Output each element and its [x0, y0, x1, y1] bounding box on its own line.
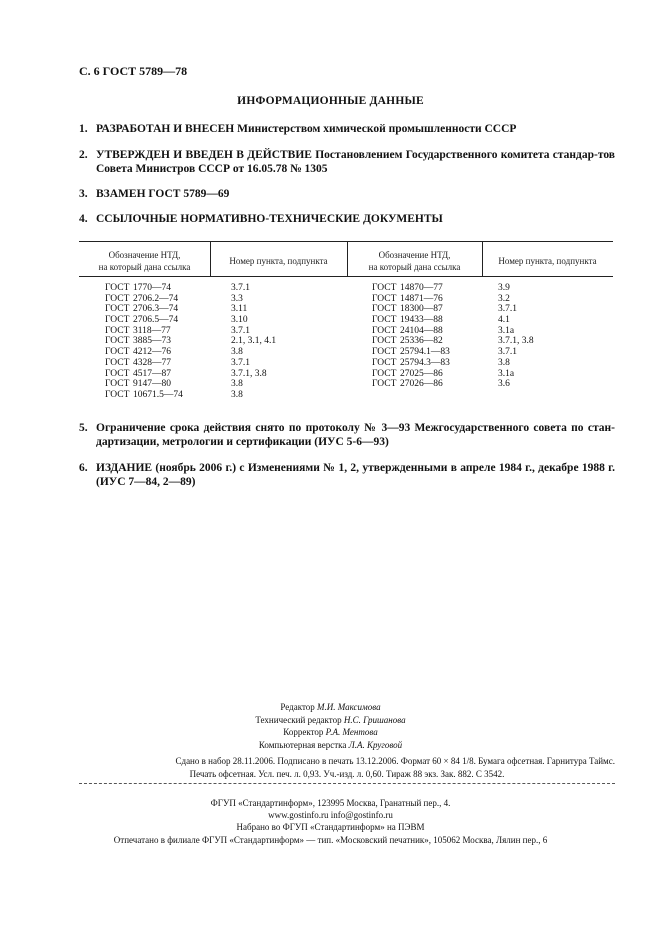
footer-line-1: ФГУП «Стандартинформ», 123995 Москва, Гранатный пер., 4.: [210, 798, 451, 808]
gost-number: 9147—80: [133, 379, 171, 390]
footer-line-2: www.gostinfo.ru info@gostinfo.ru: [268, 810, 393, 821]
table-row: [372, 315, 612, 326]
gost-number: 2706.3—74: [133, 304, 179, 315]
table-row: [372, 369, 612, 380]
gost-number: 4212—76: [133, 347, 171, 358]
item-number: 6.: [79, 462, 88, 474]
gost-number: 2706.5—74: [133, 315, 179, 326]
table-row: [372, 283, 612, 294]
gost-prefix: ГОСТ: [372, 368, 397, 379]
table-row: [372, 379, 612, 390]
table-row: [105, 379, 345, 390]
gost-number: 25794.1—83: [400, 347, 450, 358]
gost-number: 14871—76: [400, 293, 443, 304]
gost-number: 4328—77: [133, 357, 171, 368]
table-row: [105, 369, 345, 380]
gost-prefix: ГОСТ: [372, 304, 397, 315]
table-row: [105, 390, 345, 401]
gost-prefix: ГОСТ: [372, 357, 397, 368]
credit-name: Р.А. Ментова: [325, 727, 378, 737]
table-row: [105, 294, 345, 305]
publishing-line-1: Сдано в набор 28.11.2006. Подписано в печать 13.12.2006. Формат 60 × 84 1/8. Бумага офсетная. Гарнитура Таймс.: [175, 756, 615, 766]
gost-prefix: ГОСТ: [372, 347, 397, 358]
item-number: 5.: [79, 422, 88, 434]
gost-prefix: ГОСТ: [105, 357, 130, 368]
gost-prefix: ГОСТ: [105, 336, 130, 347]
table-top-rule: [79, 241, 613, 242]
clause-ref: 3.11: [231, 304, 248, 315]
gost-prefix: ГОСТ: [372, 315, 397, 326]
right-rows: [372, 283, 612, 390]
credit-label: Технический редактор: [255, 714, 342, 725]
table-row: [105, 326, 345, 337]
clause-ref: 3.10: [231, 315, 248, 326]
dashed-divider: [79, 783, 615, 784]
footer-line-4: Отпечатано в филиале ФГУП «Стандартинформ» — тип. «Московский печатник», 105062 Москва, Лялин пер., 6: [113, 834, 548, 845]
gost-prefix: ГОСТ: [372, 379, 397, 390]
corrector-line: [0, 726, 661, 739]
clause-ref: 3.9: [498, 283, 510, 293]
clause-ref: 3.7.1: [498, 347, 517, 358]
gost-prefix: ГОСТ: [105, 379, 130, 390]
table-row: [372, 304, 612, 315]
clause-ref: 3.7.1: [231, 283, 250, 293]
gost-number: 19433—88: [400, 315, 443, 326]
clause-ref: 4.1: [498, 315, 510, 326]
gost-number: 4517—87: [133, 368, 171, 379]
clause-ref: 3.7.1, 3.8: [231, 368, 267, 379]
item-text: УТВЕРЖДЕН И ВВЕДЕН В ДЕЙСТВИЕ Постановлением Государственного комитета стандар-тов Совета Министров СССР от 16.05.78 № 1305: [96, 149, 615, 175]
item-text: ССЫЛОЧНЫЕ НОРМАТИВНО-ТЕХНИЧЕСКИЕ ДОКУМЕНТЫ: [96, 213, 443, 225]
gost-prefix: ГОСТ: [372, 293, 397, 304]
gost-number: 27026—86: [400, 379, 443, 390]
item-number: 4.: [79, 213, 88, 225]
item-text: Ограничение срока действия снято по протоколу № 3—93 Межгосударственного совета по стан-дартизации, метрологии и сертификации (ИУС 5-6—93): [96, 422, 615, 448]
tech-editor-line: [0, 714, 661, 727]
item-number: 1.: [79, 123, 88, 135]
gost-number: 1770—74: [133, 283, 171, 293]
table-header-rule: [79, 276, 613, 277]
header-doc-left: [79, 249, 210, 273]
gost-prefix: ГОСТ: [105, 389, 130, 400]
credit-name: М.И. Максимова: [317, 702, 381, 712]
gost-number: 10671.5—74: [133, 389, 183, 400]
gost-number: 25336—82: [400, 336, 443, 347]
clause-ref: 3.8: [231, 347, 243, 358]
gost-prefix: ГОСТ: [372, 325, 397, 336]
gost-prefix: ГОСТ: [105, 304, 130, 315]
gost-number: 3885—73: [133, 336, 171, 347]
gost-prefix: ГОСТ: [372, 336, 397, 347]
table-row: [105, 336, 345, 347]
gost-number: 3118—77: [133, 325, 171, 336]
table-row: [105, 358, 345, 369]
gost-number: 18300—87: [400, 304, 443, 315]
item-text: ВЗАМЕН ГОСТ 5789—69: [96, 188, 230, 200]
gost-prefix: ГОСТ: [372, 283, 397, 293]
gost-number: 14870—77: [400, 283, 443, 293]
clause-ref: 3.7.1: [231, 357, 250, 368]
table-row: [372, 358, 612, 369]
item-text: РАЗРАБОТАН И ВНЕСЕН Министерством химической промышленности СССР: [96, 123, 517, 135]
header-doc-right: [347, 249, 482, 273]
gost-prefix: ГОСТ: [105, 283, 130, 293]
clause-ref: 3.7.1, 3.8: [498, 336, 534, 347]
gost-prefix: ГОСТ: [105, 347, 130, 358]
table-row: [372, 294, 612, 305]
gost-number: 2706.2—74: [133, 293, 179, 304]
header-text: на который дана ссылка: [368, 262, 461, 272]
clause-ref: 3.8: [498, 357, 510, 368]
publishing-info: [79, 755, 615, 781]
gost-prefix: ГОСТ: [105, 325, 130, 336]
clause-ref: 3.6: [498, 379, 510, 390]
clause-ref: 3.2: [498, 293, 510, 304]
clause-ref: 3.1а: [498, 368, 515, 379]
header-text: Обозначение НТД,: [108, 250, 181, 260]
credit-label: Корректор: [283, 727, 324, 737]
clause-ref: 3.8: [231, 379, 243, 390]
clause-ref: 3.1а: [498, 325, 515, 336]
table-row: [372, 336, 612, 347]
clause-ref: 3.7.1: [498, 304, 517, 315]
credit-label: Редактор: [280, 702, 315, 712]
gost-prefix: ГОСТ: [105, 315, 130, 326]
clause-ref: 3.7.1: [231, 325, 250, 336]
footer-line-3: Набрано во ФГУП «Стандартинформ» на ПЭВМ: [236, 822, 425, 833]
layout-line: [0, 739, 661, 752]
left-rows: [105, 283, 345, 401]
page-header: С. 6 ГОСТ 5789—78: [79, 64, 188, 78]
credit-label: Компьютерная верстка: [258, 739, 347, 750]
header-item-left: Номер пункта, подпункта: [229, 256, 328, 266]
credits-block: [0, 701, 661, 751]
table-row: [105, 283, 345, 294]
gost-number: 27025—86: [400, 368, 443, 379]
imprint-footer: [0, 797, 661, 846]
clause-ref: 2.1, 3.1, 4.1: [231, 336, 277, 347]
gost-number: 24104—88: [400, 325, 443, 336]
section-title: ИНФОРМАЦИОННЫЕ ДАННЫЕ: [237, 95, 424, 107]
table-row: [372, 326, 612, 337]
header-text: Обозначение НТД,: [378, 250, 451, 260]
header-item-right: Номер пункта, подпункта: [498, 256, 597, 266]
gost-number: 25794.3—83: [400, 357, 450, 368]
item-number: 2.: [79, 149, 88, 161]
credit-name: Л.А. Круговой: [348, 739, 403, 750]
header-text: на который дана ссылка: [98, 262, 191, 272]
table-row: [105, 347, 345, 358]
table-row: [105, 315, 345, 326]
item-text: ИЗДАНИЕ (ноябрь 2006 г.) с Изменениями № 1, 2, утвержденными в апреле 1984 г., декабре 1988 г. (ИУС 7—84, 2—89): [96, 462, 615, 488]
publishing-line-2: Печать офсетная. Усл. печ. л. 0,93. Уч.-изд. л. 0,60. Тираж 88 экз. Зак. 882. С 3542.: [189, 769, 505, 779]
gost-prefix: ГОСТ: [105, 293, 130, 304]
item-number: 3.: [79, 188, 88, 200]
editor-line: [0, 701, 661, 714]
table-row: [372, 347, 612, 358]
clause-ref: 3.8: [231, 389, 243, 400]
clause-ref: 3.3: [231, 293, 243, 304]
table-row: [105, 304, 345, 315]
gost-prefix: ГОСТ: [105, 368, 130, 379]
credit-name: Н.С. Гришанова: [343, 714, 406, 725]
